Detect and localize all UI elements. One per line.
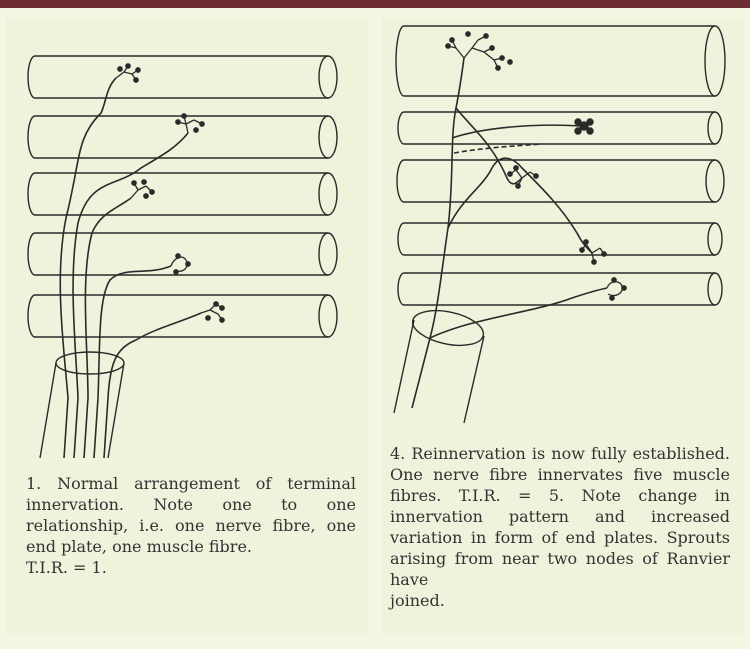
figure-1-panel	[6, 18, 368, 634]
figure-1-caption	[26, 473, 356, 578]
figure-1-diagram	[6, 18, 368, 468]
muscle-fibre	[397, 160, 724, 202]
end-plate	[607, 278, 626, 300]
figure-4-caption-body: 4. Reinnervation is now fully established. One nerve fibre innervates five muscle fibres. T.I.R. = 5. Note change in innervation pattern and increased variation in form of end plates. Sprouts arising from near two nodes of Ranvier have	[390, 444, 730, 589]
end-plate	[171, 254, 190, 274]
end-plate	[131, 180, 154, 198]
muscle-fibre	[396, 26, 725, 96]
figure-4-panel	[382, 18, 744, 634]
figure-1-caption-body: 1. Normal arrangement of terminal innervation. Note one to one relationship, i.e. one nerve fibre, one end plate, one muscle fibre.	[26, 474, 356, 556]
nerve-sprout	[454, 144, 542, 153]
end-plate	[446, 32, 512, 70]
end-plate	[201, 302, 224, 322]
end-plate	[580, 240, 606, 264]
figure-4-caption-last: joined.	[390, 591, 445, 610]
end-plate	[116, 64, 140, 82]
nerve-sprout	[452, 125, 582, 138]
nerve-fibres	[412, 58, 607, 408]
nerve-sprout	[448, 158, 592, 253]
nerve-fibre	[84, 198, 131, 458]
nerve-fibre	[104, 313, 201, 458]
nerve-fibre	[412, 58, 464, 408]
top-border	[0, 0, 750, 8]
muscle-fibre	[28, 56, 337, 98]
figure-1-tir: T.I.R. = 1.	[26, 558, 107, 577]
muscle-fibre	[28, 116, 337, 158]
muscle-fibre	[398, 273, 722, 305]
figure-4-caption	[390, 443, 730, 611]
nerve-fibres	[60, 78, 201, 458]
muscle-fibre	[398, 112, 722, 144]
figure-4-diagram	[382, 18, 744, 438]
